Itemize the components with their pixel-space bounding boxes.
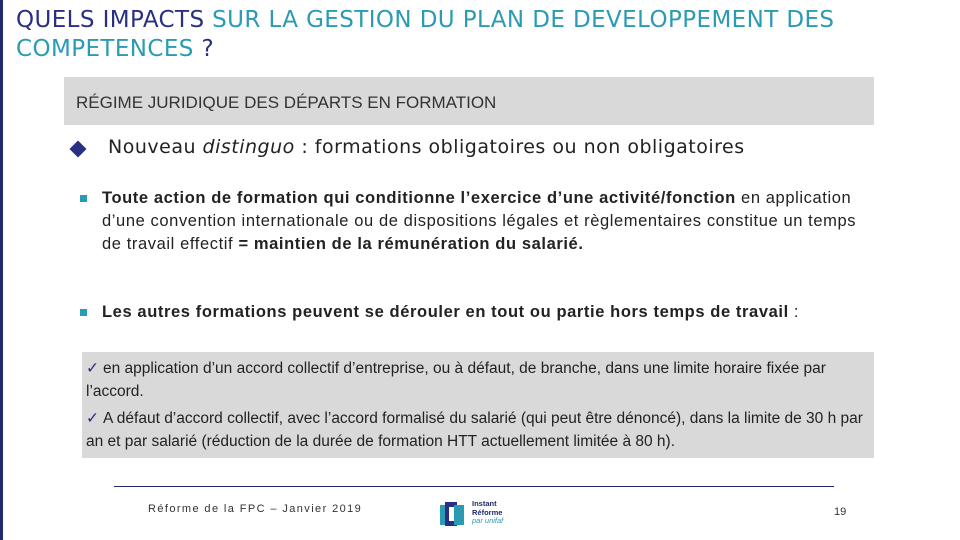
title-part2: SUR LA GESTION DU PLAN DE DEVELOPPEMENT DES COMPETENCES — [16, 7, 835, 62]
page-number: 19 — [834, 506, 847, 518]
slide-title — [16, 6, 916, 64]
check-item-2 — [86, 407, 876, 453]
bullet1-bold-lead: Toute action de formation qui conditionne l’exercice d’une activité/fonction — [102, 189, 736, 207]
checkmark-icon: ✓ — [86, 360, 99, 377]
section-header: RÉGIME JURIDIQUE DES DÉPARTS EN FORMATION — [76, 93, 497, 112]
title-part3: ? — [193, 36, 215, 62]
title-part1: QUELS IMPACTS — [16, 7, 213, 33]
logo-text — [472, 500, 503, 526]
logo-line1: Instant — [472, 499, 497, 508]
subheading — [108, 136, 745, 158]
footer-text: Réforme de la FPC – Janvier 2019 — [148, 503, 363, 515]
section-header-box — [64, 77, 874, 125]
bullet-item-2 — [80, 301, 880, 324]
logo-line3: par unifaf — [472, 516, 504, 525]
check-item-1 — [86, 357, 876, 403]
diamond-bullet-icon — [70, 141, 87, 158]
bullet-text-1 — [102, 187, 880, 256]
square-bullet-icon — [80, 195, 87, 202]
subheading-row — [68, 136, 928, 166]
left-accent-rule — [0, 0, 3, 540]
book-logo-icon — [440, 502, 466, 526]
square-bullet-icon — [80, 309, 87, 316]
bullet1-normal: en application d’une convention internationale ou de dispositions légales et règlementaires constitue un temps de travail effectif — [102, 189, 857, 253]
footer-divider — [114, 486, 834, 487]
subheading-prefix: Nouveau — [108, 136, 203, 158]
bullet-text-2 — [102, 301, 880, 324]
subheading-italic: distinguo — [202, 136, 295, 158]
bullet-item-1 — [80, 187, 880, 256]
check-text-2: A défaut d’accord collectif, avec l’accord formalisé du salarié (qui peut être dénoncé), dans la limite de 30 h par an et par salarié (réduction de la durée de formation HTT actuellement limitée à 80 h). — [86, 410, 863, 450]
checkmark-icon: ✓ — [86, 410, 99, 427]
bullet2-normal: : — [788, 303, 800, 321]
bullet1-bold-tail: = maintien de la rémunération du salarié. — [238, 235, 584, 253]
bullet2-bold: Les autres formations peuvent se dérouler en tout ou partie hors temps de travail — [102, 303, 789, 321]
check-text-1: en application d’un accord collectif d’entreprise, ou à défaut, de branche, dans une limite horaire fixée par l’accord. — [86, 360, 826, 400]
logo — [440, 498, 520, 530]
logo-line2: Réforme — [472, 507, 503, 517]
subheading-suffix: : formations obligatoires ou non obligatoires — [294, 136, 745, 158]
